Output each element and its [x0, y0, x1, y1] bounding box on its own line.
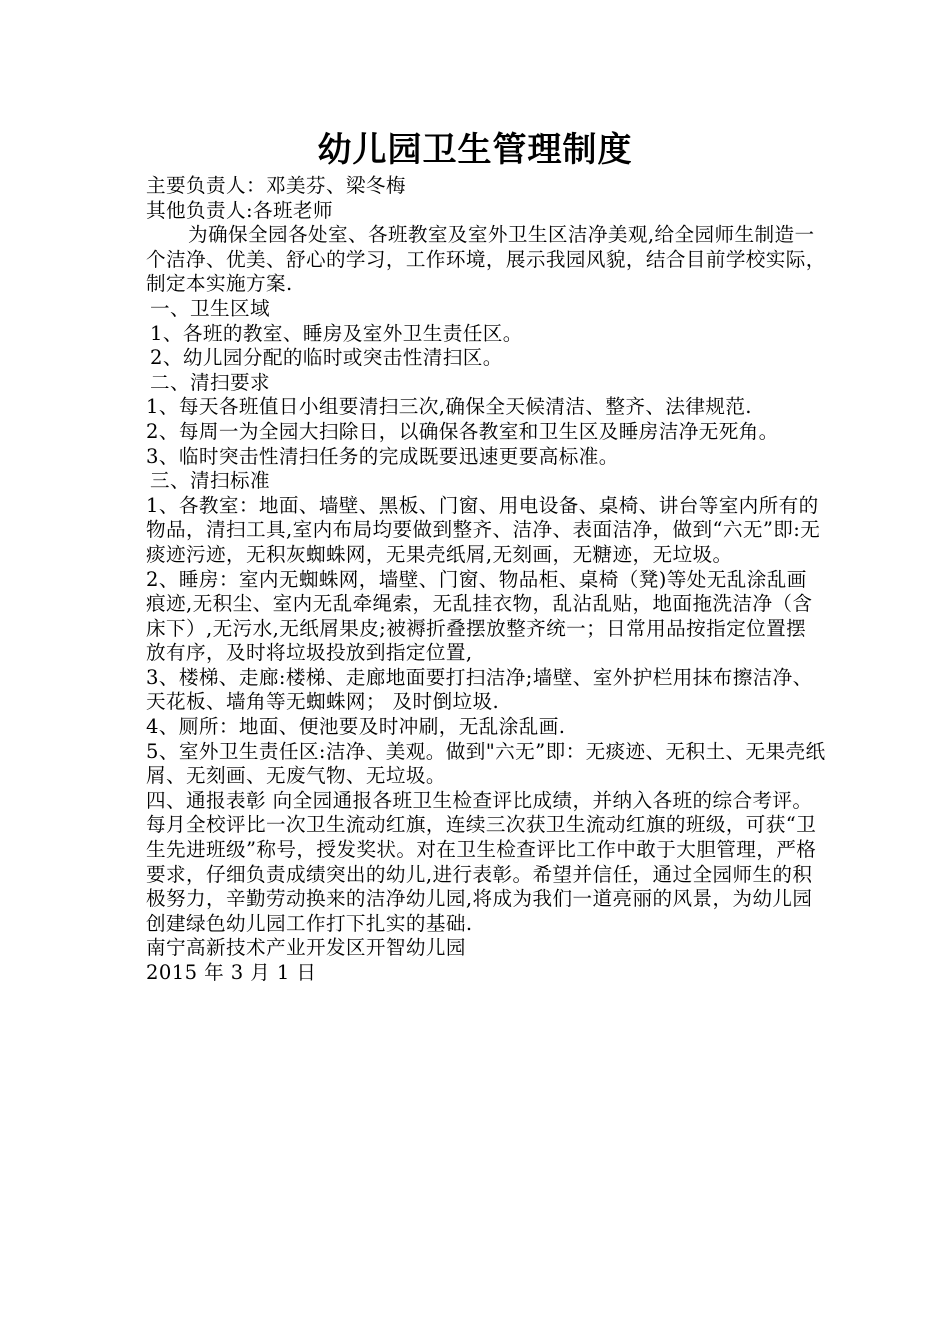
intro-paragraph: 为确保全园各处室、各班教室及室外卫生区洁净美观,给全园师生制造一个洁净、优美、舒心的学习，工作环境，展示我园风貌，结合目前学校实际，制定本实施方案.	[146, 223, 826, 296]
section-commendation: 四、通报表彰 向全园通报各班卫生检查评比成绩，并纳入各班的综合考评。每月全校评比一次卫生流动红旗，连续三次获卫生流动红旗的班级，可获“卫生先进班级”称号，授发奖状。对在卫生检查评比工作中敢于大胆管理，严格要求，仔细负责成绩突出的幼儿,进行表彰。希望并信任，通过全园师生的积极努力，辛勤劳动换来的洁净幼儿园,将成为我们一道亮丽的风景，为幼儿园创建绿色幼儿园工作打下扎实的基础.	[146, 788, 817, 935]
section-heading-cleaning-requirements: 二、清扫要求	[150, 370, 270, 394]
section-heading-cleaning-standards: 三、清扫标准	[150, 469, 270, 493]
standard-item-classroom: 1、各教室：地面、墙壁、黑板、门窗、用电设备、桌椅、讲台等室内所有的物品，清扫工具,室内布局均要做到整齐、洁净、表面洁净，做到“六无”即:无痰迹污迹，无积灰蜘蛛网，无果壳纸屑,无刻画，无糖迹，无垃圾。	[146, 493, 821, 566]
standard-item-stairs: 3、楼梯、走廊:楼梯、走廊地面要打扫洁净;墙壁、室外护栏用抹布擦洁净、天花板、墙角等无蜘蛛网； 及时倒垃圾.	[146, 665, 813, 714]
document-title: 幼儿园卫生管理制度	[317, 130, 633, 170]
requirement-item-2: 2、每周一为全园大扫除日，以确保各教室和卫生区及睡房洁净无死角。	[146, 419, 779, 443]
standard-item-bedroom: 2、睡房：室内无蜘蛛网，墙壁、门窗、物品柜、桌椅（凳)等处无乱涂乱画痕迹,无积尘、室内无乱牵绳索，无乱挂衣物，乱沾乱贴，地面拖洗洁净（含床下）,无污水,无纸屑果皮;被褥折叠摆放整齐统一；日常用品按指定位置摆放有序，及时将垃圾投放到指定位置,	[146, 567, 813, 665]
signature-organization: 南宁高新技术产业开发区开智幼儿园	[146, 936, 466, 960]
requirement-item-3: 3、临时突击性清扫任务的完成既要迅速更要高标准。	[146, 444, 619, 468]
primary-responsible-line: 主要负责人：邓美芬、梁冬梅	[146, 174, 406, 197]
area-item-1: 1、各班的教室、睡房及室外卫生责任区。	[150, 321, 523, 345]
document-body	[146, 174, 826, 986]
standard-item-toilet: 4、厕所：地面、便池要及时冲刷，无乱涂乱画.	[146, 715, 566, 739]
requirement-item-1: 1、每天各班值日小组要清扫三次,确保全天候清洁、整齐、法律规范.	[146, 395, 752, 419]
standard-item-outdoor: 5、室外卫生责任区:洁净、美观。做到"六无”即：无痰迹、无积土、无果壳纸屑、无刻画、无废气物、无垃圾。	[146, 739, 826, 788]
area-item-2: 2、幼儿园分配的临时或突击性清扫区。	[150, 346, 503, 370]
signature-date: 2015 年 3 月 1 日	[146, 961, 317, 984]
section-heading-hygiene-area: 一、卫生区域	[150, 296, 270, 320]
other-responsible-line: 其他负责人:各班老师	[146, 198, 333, 222]
